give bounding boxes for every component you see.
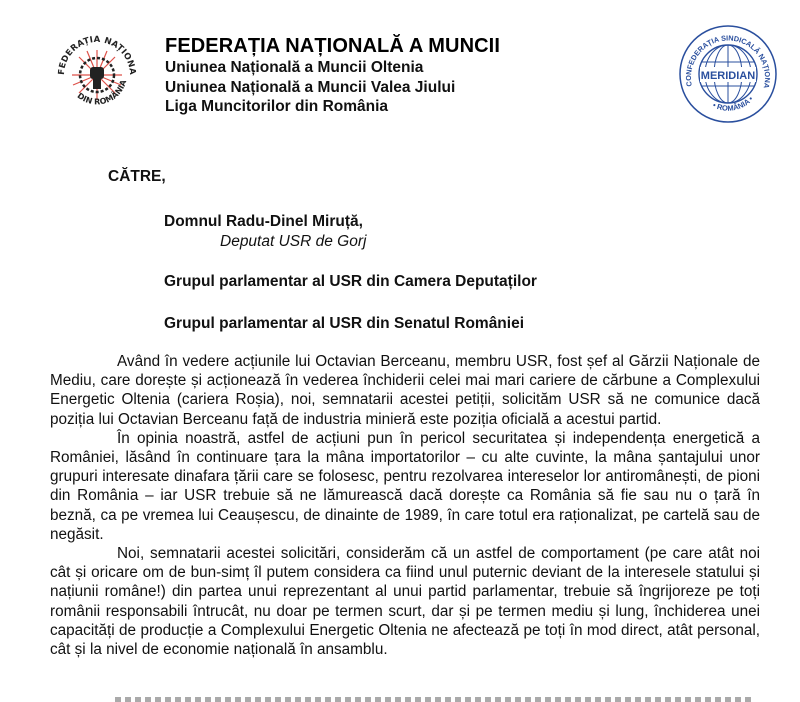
salutation: CĂTRE, (108, 168, 166, 185)
letterhead-line-3: Liga Muncitorilor din România (165, 98, 389, 115)
letter-body (50, 352, 760, 659)
addressee-group-senate: Grupul parlamentar al USR din Senatul României (164, 315, 525, 332)
svg-text:CONFEDERAȚIA SINDICALĂ NAȚIONA: CONFEDERAȚIA SINDICALĂ NAȚIONA (683, 33, 773, 90)
body-paragraph: Noi, semnatarii acestei solicitări, considerăm că un astfel de comportament (pe care atât noi cât și oricare om de bun-simț îl putem considera ca fiind unul puternic deviant de la interesele statului și națiunii române!) din partea unui reprezentant al unui partid parlamentar, trebuie să îngrijoreze pe toți românii responsabili întrucât, nu doar pe termen scurt, dar și pe termen mediu și lung, închiderea unei capacități de producție a Complexului Energetic Oltenia ne afectează pe toți în mod direct, atât personal, cât și la nivel de economie națională în ansamblu. (50, 545, 760, 659)
svg-text:MERIDIAN: MERIDIAN (700, 70, 756, 82)
letterhead (165, 34, 500, 117)
globe-emblem-icon (678, 24, 778, 124)
federatia-logo (52, 30, 142, 120)
meridian-logo (678, 24, 778, 124)
cut-off-text-line (115, 697, 755, 702)
federation-title: FEDERAȚIA NAȚIONALĂ A MUNCII (165, 35, 500, 57)
svg-text:FEDERAȚIA NAȚIONALĂ A MUNCII: FEDERAȚIA NAȚIONA (56, 34, 138, 76)
fist-chain-emblem-icon (52, 30, 142, 120)
letterhead-line-1: Uniunea Națională a Muncii Oltenia (165, 59, 424, 76)
addressee-role: Deputat USR de Gorj (220, 233, 367, 250)
letterhead-line-2: Uniunea Națională a Muncii Valea Jiului (165, 78, 456, 96)
body-paragraph: În opinia noastră, astfel de acțiuni pun în pericol securitatea și independența energetică a României, lăsând în continuare țara la mâna importatorilor – cu alte cuvinte, la mâna șantajului unor grupuri interesate dinafara țării care se folosesc, pentru rezolvarea intereselor lor antiromânești, de pioni din România – iar USR trebuie să ne lămurească dacă dorește ca România să fie sau nu o țară în beznă, ca pe vremea lui Ceaușescu, de dinainte de 1989, în care totul era raționalizat, pe cartelă sau de negăsit. (50, 429, 760, 543)
addressee-group-chamber: Grupul parlamentar al USR din Camera Deputaților (164, 273, 537, 290)
svg-text:• ROMÂNIA •: • ROMÂNIA • (711, 94, 755, 113)
body-paragraph: Având în vedere acțiunile lui Octavian Berceanu, membru USR, fost șef al Gărzii Naționale de Mediu, care dorește și acționează în vederea închiderii celei mai mari cariere de cărbune a Complexului Energetic Oltenia (cariera Roșia), noi, semnatarii acestei petiții, solicităm USR să ne comunice dacă poziția lui Octavian Berceanu față de industria minieră este poziția oficială a acestui partid. (50, 353, 760, 428)
svg-text:DIN ROMÂNIA: DIN ROMÂNIA (75, 78, 129, 107)
addressee-name: Domnul Radu-Dinel Miruță, (164, 213, 363, 230)
